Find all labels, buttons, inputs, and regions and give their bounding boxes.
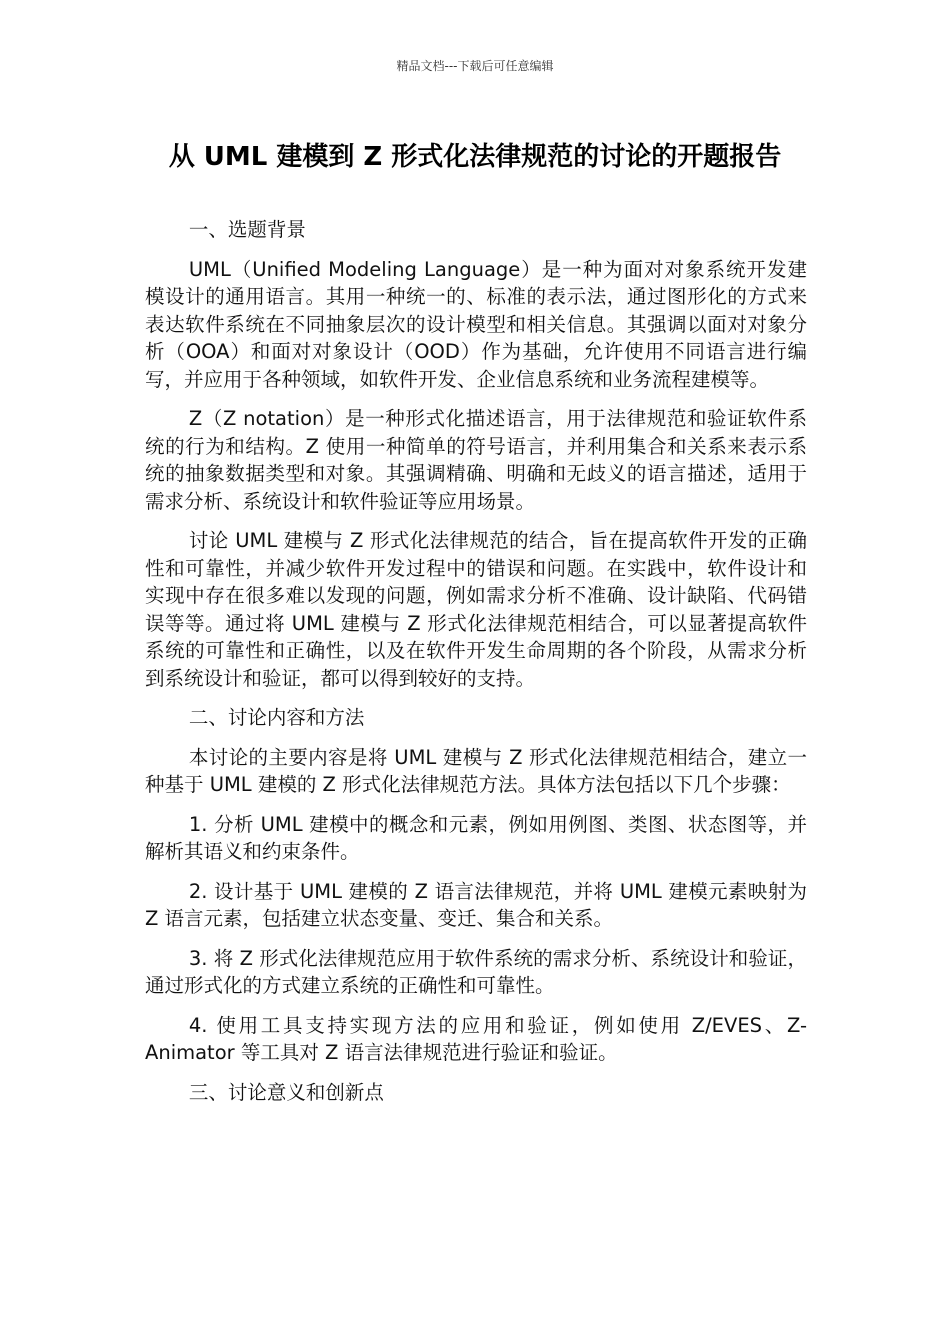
list-item-step-4: 4. 使用工具支持实现方法的应用和验证，例如使用 Z/EVES、Z-Animator 等工具对 Z 语言法律规范进行验证和验证。 <box>145 1013 807 1064</box>
paragraph-main-content: 本讨论的主要内容是将 UML 建模与 Z 形式化法律规范相结合，建立一种基于 UML 建模的 Z 形式化法律规范方法。具体方法包括以下几个步骤： <box>145 745 807 796</box>
page-header: 精品文档---下载后可任意编辑 <box>396 59 554 73</box>
section-heading-significance: 三、讨论意义和创新点 <box>188 1080 384 1104</box>
document-title: 从 UML 建模到 Z 形式化法律规范的讨论的开题报告 <box>168 142 782 172</box>
section-heading-content-method: 二、讨论内容和方法 <box>188 706 365 729</box>
list-item-step-1: 1. 分析 UML 建模中的概念和元素，例如用例图、类图、状态图等，并解析其语义和约束条件。 <box>145 812 807 863</box>
paragraph-z-intro: Z（Z notation）是一种形式化描述语言，用于法律规范和验证软件系统的行为和结构。Z 使用一种简单的符号语言，并利用集合和关系来表示系统的抽象数据类型和对象。其强调精确、明确和无歧义的语言描述，适用于需求分析、系统设计和软件验证等应用场景。 <box>145 407 807 513</box>
section-heading-background: 一、选题背景 <box>188 218 306 241</box>
paragraph-uml-intro: UML（Unified Modeling Language）是一种为面对对象系统开发建模设计的通用语言。其用一种统一的、标准的表示法，通过图形化的方式来表达软件系统在不同抽象层次的设计模型和相关信息。其强调以面对对象分析（OOA）和面对对象设计（OOD）作为基础，允许使用不同语言进行编写，并应用于各种领域，如软件开发、企业信息系统和业务流程建模等。 <box>145 257 807 391</box>
document-body <box>145 216 807 1118</box>
paragraph-combination: 讨论 UML 建模与 Z 形式化法律规范的结合，旨在提高软件开发的正确性和可靠性，并减少软件开发过程中的错误和问题。在实践中，软件设计和实现中存在很多难以发现的问题，例如需求分析不准确、设计缺陷、代码错误等等。通过将 UML 建模与 Z 形式化法律规范相结合，可以显著提高软件系统的可靠性和正确性，以及在软件开发生命周期的各个阶段，从需求分析到系统设计和验证，都可以得到较好的支持。 <box>145 529 807 690</box>
list-item-step-2: 2. 设计基于 UML 建模的 Z 语言法律规范，并将 UML 建模元素映射为 Z 语言元素，包括建立状态变量、变迁、集合和关系。 <box>145 879 807 930</box>
list-item-step-3: 3. 将 Z 形式化法律规范应用于软件系统的需求分析、系统设计和验证，通过形式化的方式建立系统的正确性和可靠性。 <box>145 946 807 997</box>
